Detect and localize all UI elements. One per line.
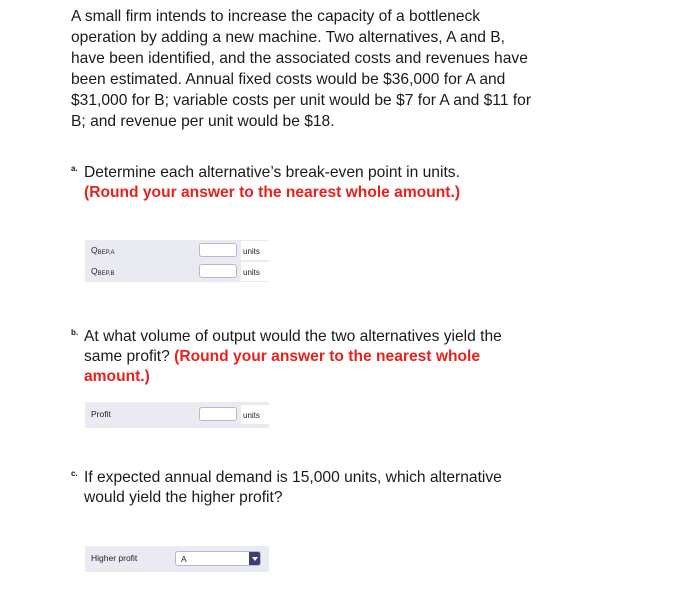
question-a-letter: a.	[71, 164, 78, 173]
answer-table-a	[85, 240, 269, 282]
qbep-a-label-main: Q	[91, 245, 98, 255]
qbep-a-label-sub: BEP,A	[97, 250, 115, 256]
question-c-letter: c.	[71, 469, 78, 478]
question-a	[71, 163, 504, 203]
question-a-instruction: (Round your answer to the nearest whole amount.)	[84, 184, 461, 201]
answer-row-qbep-b	[85, 261, 269, 282]
profit-unit-cell	[241, 405, 269, 424]
qbep-b-label-sub: BEP,B	[97, 271, 115, 277]
higher-profit-label: Higher profit	[91, 553, 138, 563]
question-c-text: If expected annual demand is 15,000 units, which alternative would yield the higher profit?	[84, 469, 502, 506]
question-b	[71, 327, 524, 387]
question-b-instruction: (Round your answer to the nearest whole amount.)	[84, 348, 481, 385]
qbep-b-unit: units	[243, 268, 260, 277]
answer-table-b	[85, 402, 269, 428]
problem-statement: A small firm intends to increase the capacity of a bottleneck operation by adding a new machine. Two alternatives, A and B, have been identified, and the associated costs and revenues have been estimated. Annual fixed costs would be $36,000 for A and $31,000 for B; variable costs per unit would be $7 for A and $11 for B; and revenue per unit would be $18.	[71, 8, 532, 130]
question-b-text: At what volume of output would the two alternatives yield the same profit?	[84, 328, 502, 365]
qbep-a-unit-cell	[241, 241, 269, 260]
higher-profit-dropdown[interactable]	[175, 551, 261, 566]
higher-profit-selected: A	[181, 554, 187, 564]
qbep-b-unit-cell	[241, 262, 269, 281]
qbep-a-label	[91, 245, 115, 256]
question-a-text: Determine each alternative’s break-even point in units.	[84, 164, 460, 181]
profit-label: Profit	[91, 409, 111, 419]
qbep-a-input[interactable]	[199, 243, 237, 257]
answer-row-higher-profit	[85, 546, 269, 567]
chevron-down-icon[interactable]	[249, 552, 260, 565]
qbep-b-input[interactable]	[199, 264, 237, 278]
profit-input[interactable]	[199, 407, 237, 421]
qbep-b-label-main: Q	[91, 266, 98, 276]
answer-row-profit	[85, 404, 269, 425]
answer-row-qbep-a	[85, 240, 269, 261]
question-c	[71, 468, 534, 508]
qbep-a-unit: units	[243, 247, 260, 256]
answer-table-c	[85, 546, 269, 572]
qbep-b-label	[91, 266, 115, 277]
profit-unit: units	[243, 411, 260, 420]
question-b-letter: b.	[71, 328, 79, 337]
